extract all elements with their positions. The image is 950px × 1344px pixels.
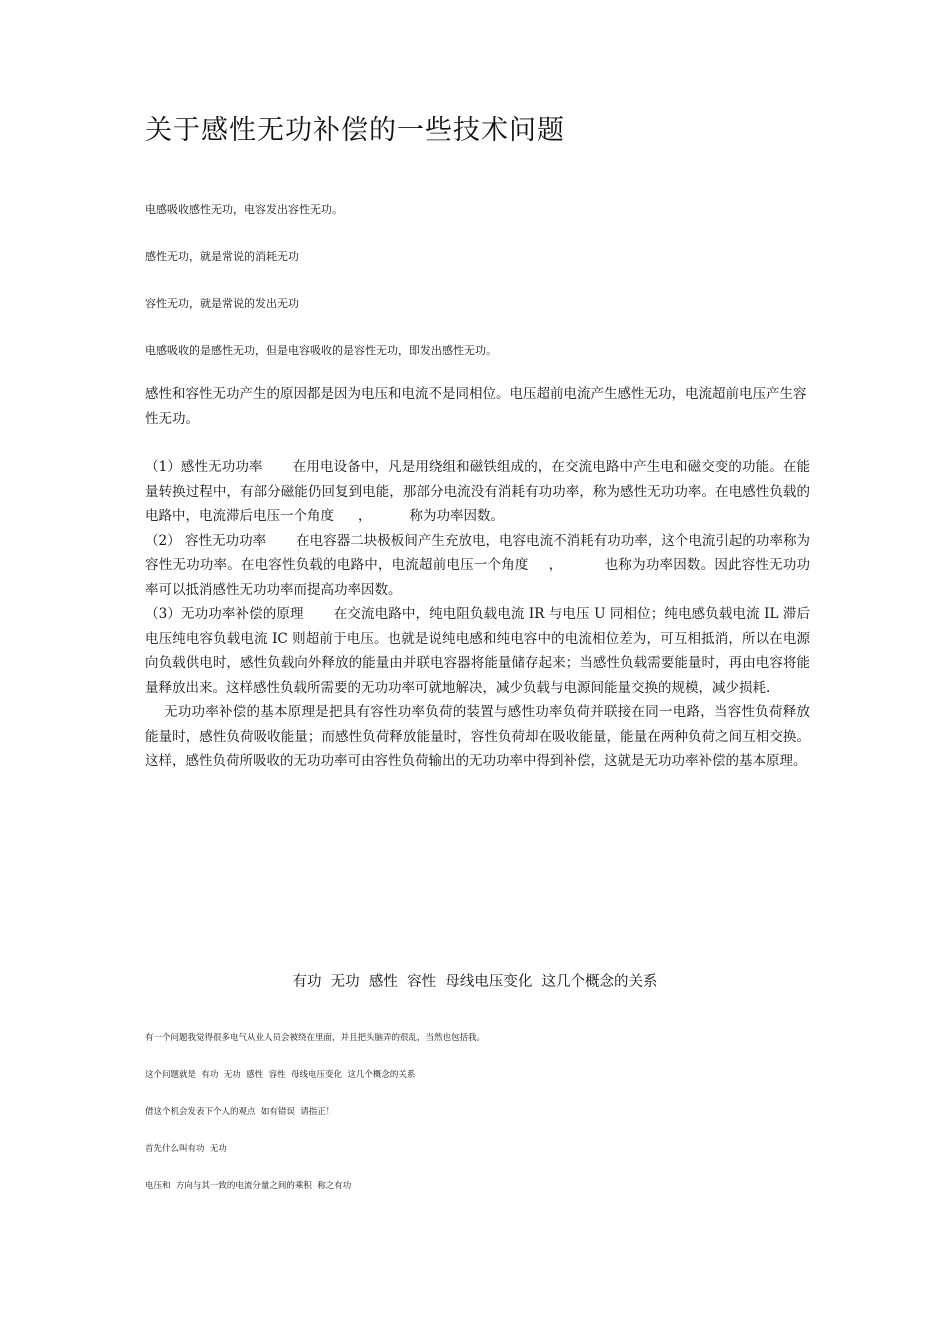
- section-4-paragraph: 无功功率补偿的基本原理是把具有容性功率负荷的装置与感性功率负荷并联接在同一电路，当容性负荷释放能量时，感性负荷吸收能量；而感性负荷释放能量时，容性负荷却在吸收能量，能量在两种负荷之间互相交换。这样，感性负荷所吸收的无功功率可由容性负荷输出的无功功率中得到补偿，这就是无功功率补偿的基本原理。: [145, 704, 810, 769]
- intro-line-4: 电感吸收的是感性无功，但是电容吸收的是容性无功，即发出感性无功。: [145, 344, 497, 357]
- footer-line-2: 这个问题就是 有功 无功 感性 容性 母线电压变化 这几个概念的关系: [145, 1070, 416, 1080]
- section-2-text-b: ，: [548, 557, 563, 573]
- section-1-text-a: 在用电设备中，凡是用绕组和磁铁组成的，在交流电路中产生电和磁交变的功能。在能量转换过程中，有部分磁能仍回复到电能，那部分电流没有消耗有功功率，称为感性无功功率。在电感性负载的电路中，电流滞后电压一个角度: [145, 459, 810, 524]
- explanation-section: [145, 455, 810, 774]
- footer-line-3: 借这个机会发表下个人的观点 如有错误 请指正！: [145, 1107, 335, 1117]
- intro-line-2: 感性无功，就是常说的消耗无功: [145, 250, 299, 263]
- section-3-paragraph: [145, 602, 810, 700]
- section-2-text-c: 也称为功率因数。因此容性无功功率可以抵消感性无功功率而提高功率因数。: [145, 557, 811, 598]
- section-2-text-a: 在电容器二块极板间产生充放电，电容电流不消耗有功功率，这个电流引起的功率称为容性无功功率。在电容性负载的电路中，电流超前电压一个角度: [145, 532, 811, 573]
- intro-line-1: 电感吸收感性无功，电容发出容性无功。: [145, 203, 343, 216]
- section-1-text-c: 称为功率因数。: [409, 508, 504, 524]
- footer-line-1: 有一个问题我觉得很多电气从业人员会被绕在里面，并且把头脑弄的很乱，当然也包括我。: [145, 1033, 486, 1043]
- document-title: 关于感性无功补偿的一些技术问题: [145, 115, 565, 146]
- section-2-label: （2） 容性无功功率: [145, 532, 267, 549]
- section-1-text-b: ，: [358, 508, 372, 524]
- section-1-paragraph: [145, 455, 810, 529]
- second-section-title: 有功 无功 感性 容性 母线电压变化 这几个概念的关系: [292, 974, 658, 990]
- cause-paragraph: 感性和容性无功产生的原因都是因为电压和电流不是同相位。电压超前电流产生感性无功，电流超前电压产生容性无功。: [145, 386, 807, 427]
- footer-line-4: 首先什么叫有功 无功: [145, 1144, 227, 1154]
- section-2-paragraph: [145, 529, 810, 603]
- section-3-text: 在交流电路中，纯电阻负载电流 IR 与电压 U 同相位；纯电感负载电流 IL 滞后电压纯电容负载电流 IC 则超前于电压。也就是说纯电感和纯电容中的电流相位差为，可互相抵消，所以在电源向负载供电时，感性负载向外释放的能量由并联电容器将能量储存起来；当感性负载需要能量时，再由电容将能量释放出来。这样感性负载所需要的无功功率可就地解决，减少负载与电源间能量交换的规模，减少损耗.: [145, 606, 811, 696]
- intro-line-3: 容性无功，就是常说的发出无功: [145, 297, 299, 310]
- footer-line-5: 电压和 方向与其一致的电流分量之间的乘积 称之有功: [145, 1181, 352, 1191]
- section-3-label: （3）无功功率补偿的原理: [145, 606, 304, 622]
- section-1-label: （1）感性无功功率: [145, 459, 263, 475]
